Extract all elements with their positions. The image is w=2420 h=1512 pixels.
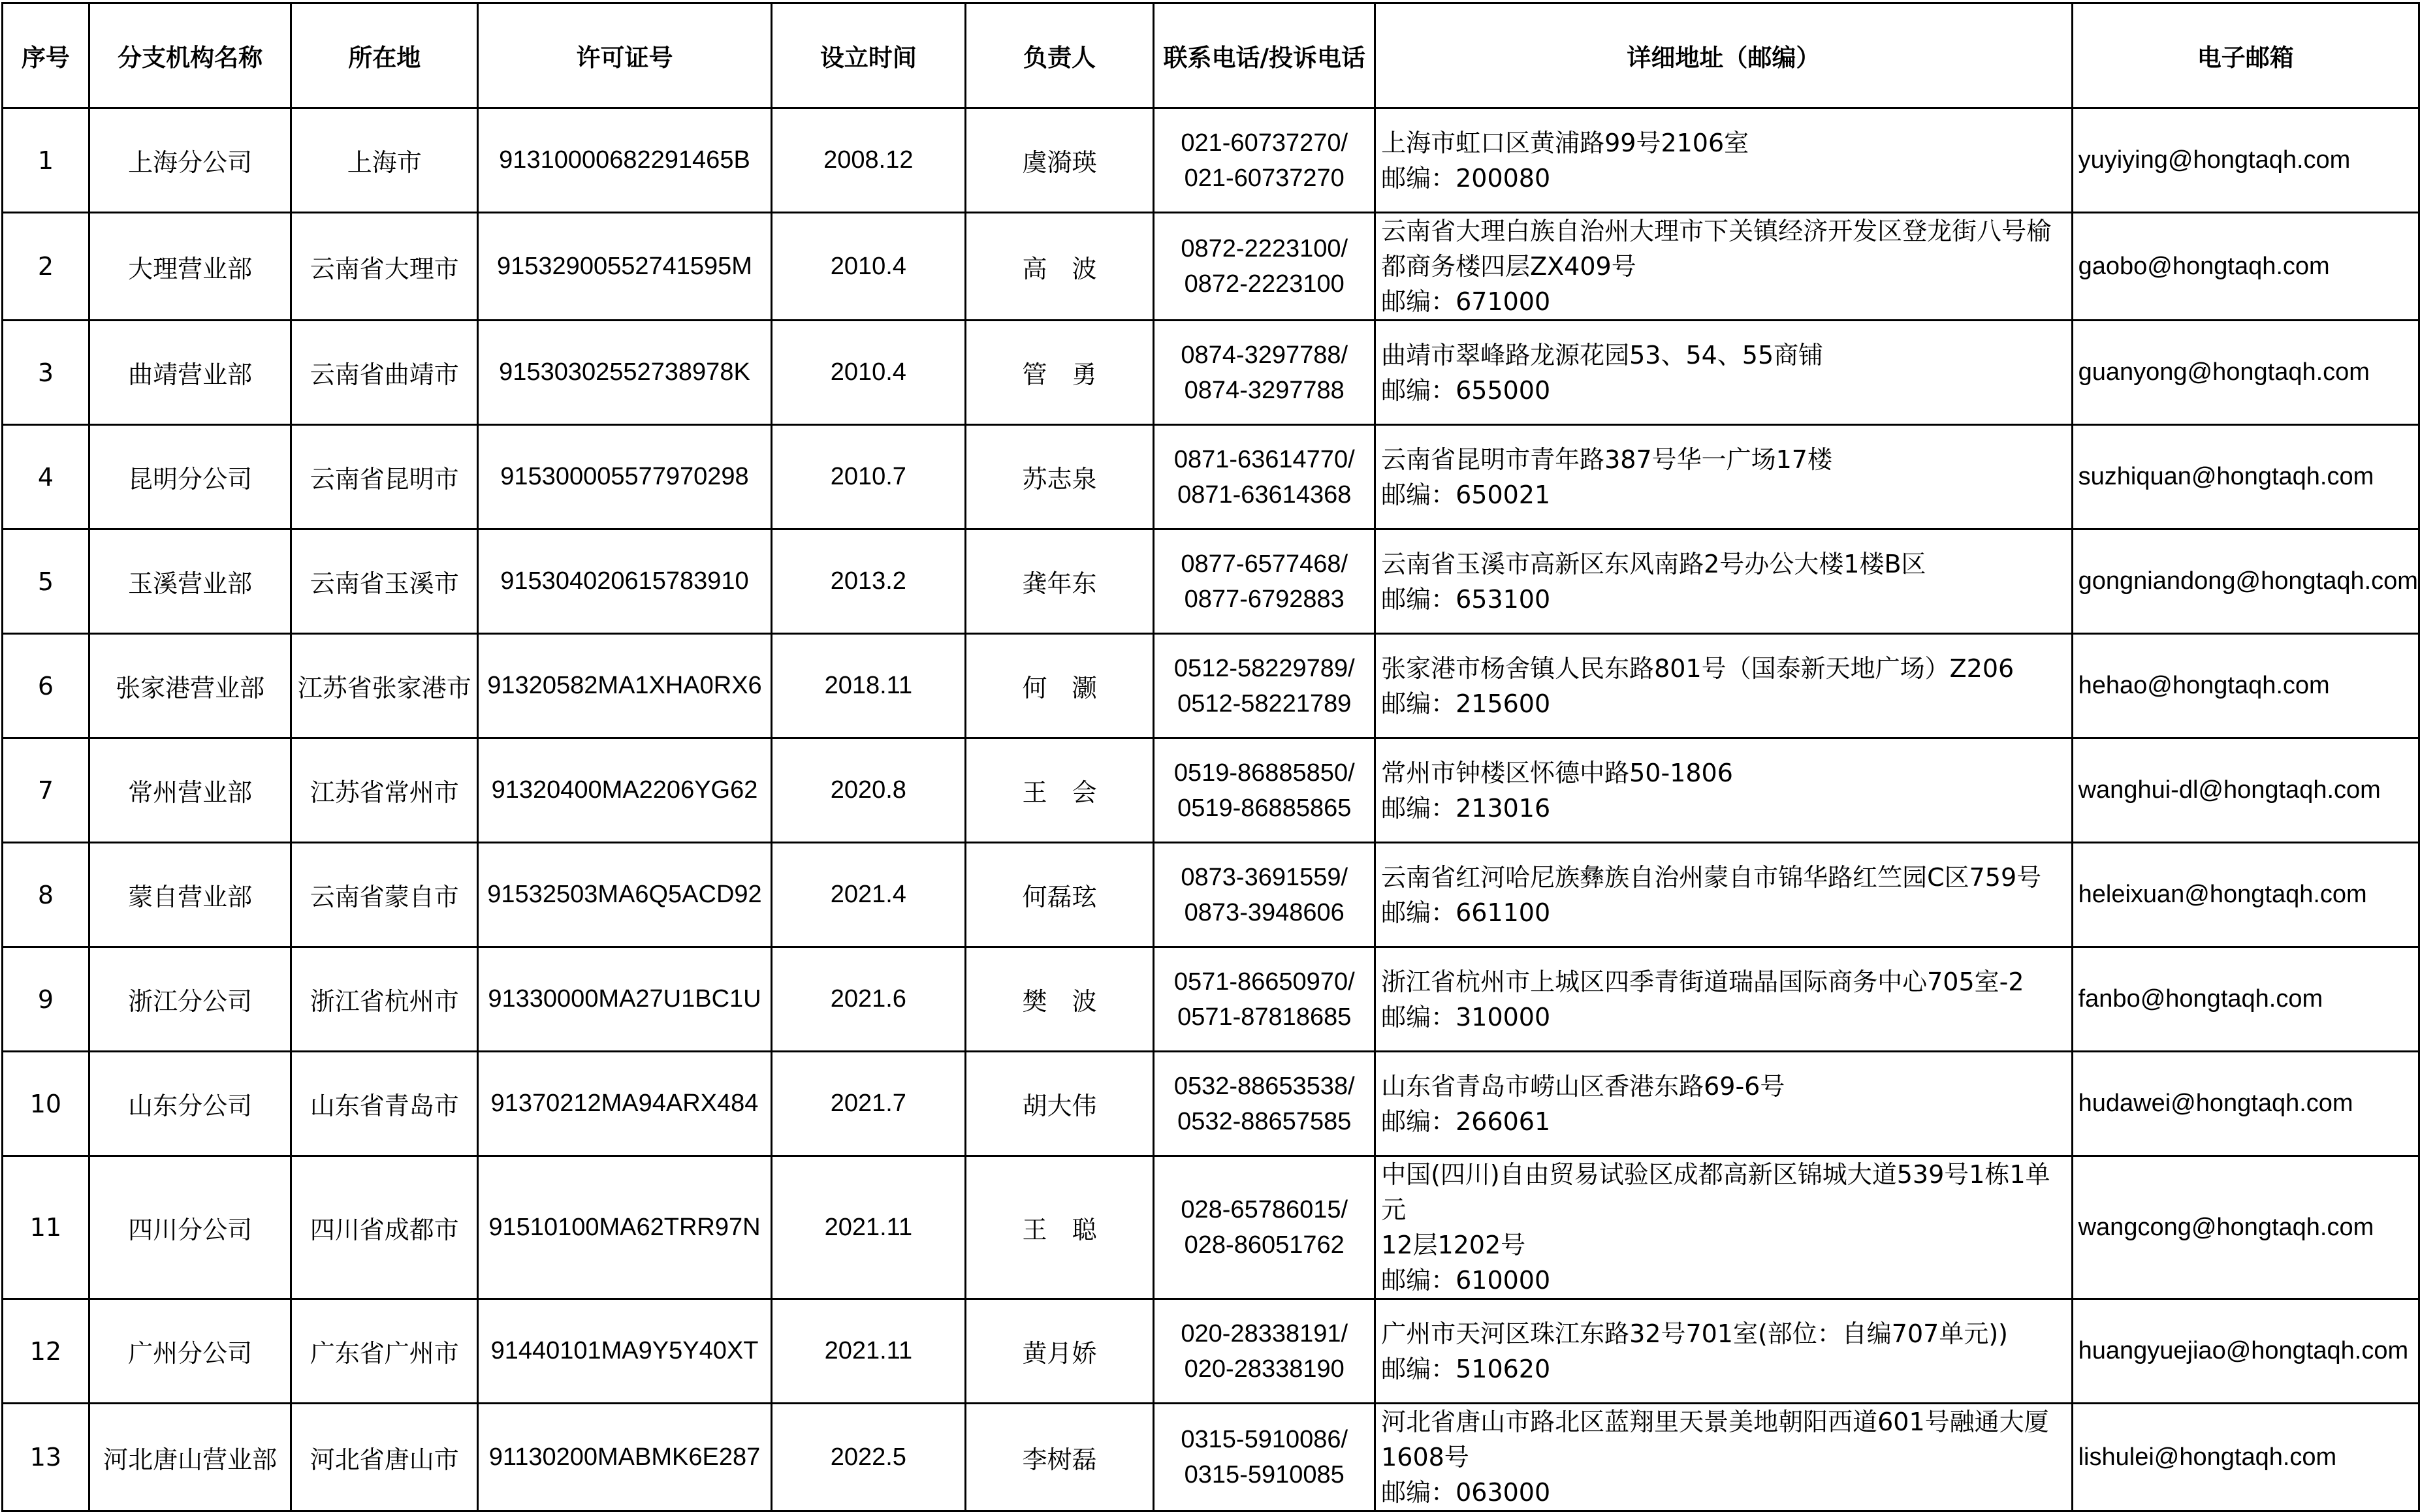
cell-license: 91532900552741595M — [478, 213, 772, 321]
cell-manager: 高 波 — [965, 213, 1154, 321]
table-row — [3, 321, 2419, 425]
table-row — [3, 634, 2419, 738]
phone-line: 021-60737270/ — [1181, 129, 1348, 157]
address-line: 浙江省杭州市上城区四季青街道瑞晶国际商务中心705室-2 — [1381, 967, 2024, 996]
cell-location: 四川省成都市 — [291, 1156, 478, 1299]
cell-location: 云南省大理市 — [291, 213, 478, 321]
header-location: 所在地 — [291, 3, 478, 108]
address-line: 邮编：215600 — [1381, 689, 1551, 718]
cell-no: 3 — [3, 321, 89, 425]
cell-manager: 李树磊 — [965, 1404, 1154, 1511]
cell-email: wanghui-dl@hongtaqh.com — [2072, 738, 2419, 843]
cell-license: 91320582MA1XHA0RX6 — [478, 634, 772, 738]
cell-manager: 樊 波 — [965, 947, 1154, 1052]
table-row — [3, 529, 2419, 634]
header-phone: 联系电话/投诉电话 — [1154, 3, 1375, 108]
cell-phone — [1154, 1404, 1375, 1511]
cell-license: 91532503MA6Q5ACD92 — [478, 843, 772, 947]
header-row — [3, 3, 2419, 108]
cell-location: 江苏省张家港市 — [291, 634, 478, 738]
cell-no: 12 — [3, 1299, 89, 1404]
cell-branch-name: 常州营业部 — [89, 738, 291, 843]
address-line: 河北省唐山市路北区蓝翔里天景美地朝阳西道601号融通大厦 — [1381, 1408, 2049, 1436]
address-line: 云南省昆明市青年路387号华一广场17楼 — [1381, 445, 1832, 474]
cell-manager: 虞漪瑛 — [965, 108, 1154, 213]
header-license: 许可证号 — [478, 3, 772, 108]
phone-line: 0512-58221789 — [1177, 689, 1352, 717]
cell-email: gongniandong@hongtaqh.com — [2072, 529, 2419, 634]
table-row — [3, 1404, 2419, 1511]
cell-license: 91130200MABMK6E287 — [478, 1404, 772, 1511]
cell-email: huangyuejiao@hongtaqh.com — [2072, 1299, 2419, 1404]
cell-email: suzhiquan@hongtaqh.com — [2072, 425, 2419, 529]
cell-phone — [1154, 529, 1375, 634]
address-line: 邮编：063000 — [1381, 1478, 1551, 1507]
cell-email: hehao@hongtaqh.com — [2072, 634, 2419, 738]
cell-license: 91310000682291465B — [478, 108, 772, 213]
cell-no: 1 — [3, 108, 89, 213]
cell-phone — [1154, 108, 1375, 213]
table-row — [3, 738, 2419, 843]
header-established: 设立时间 — [771, 3, 965, 108]
cell-address — [1375, 321, 2073, 425]
cell-established: 2021.7 — [771, 1052, 965, 1156]
address-line: 邮编：661100 — [1381, 898, 1551, 927]
cell-email: hudawei@hongtaqh.com — [2072, 1052, 2419, 1156]
phone-line: 0519-86885865 — [1177, 794, 1352, 822]
table-row — [3, 213, 2419, 321]
cell-no: 8 — [3, 843, 89, 947]
phone-line: 0873-3691559/ — [1181, 863, 1348, 891]
phone-line: 0872-2223100/ — [1181, 235, 1348, 262]
address-line: 邮编：266061 — [1381, 1107, 1551, 1136]
phone-line: 0532-88653538/ — [1173, 1072, 1355, 1100]
phone-line: 0874-3297788 — [1184, 376, 1345, 404]
cell-branch-name: 上海分公司 — [89, 108, 291, 213]
cell-email: lishulei@hongtaqh.com — [2072, 1404, 2419, 1511]
cell-location: 浙江省杭州市 — [291, 947, 478, 1052]
cell-phone — [1154, 738, 1375, 843]
phone-line: 0512-58229789/ — [1173, 654, 1355, 682]
phone-line: 0877-6792883 — [1184, 585, 1345, 613]
cell-license: 91320400MA2206YG62 — [478, 738, 772, 843]
cell-no: 7 — [3, 738, 89, 843]
phone-line: 0871-63614368 — [1177, 480, 1352, 509]
address-line: 曲靖市翠峰路龙源花园53、54、55商铺 — [1381, 340, 1824, 370]
phone-line: 0315-5910085 — [1184, 1461, 1345, 1488]
table-row — [3, 108, 2419, 213]
cell-location: 上海市 — [291, 108, 478, 213]
table-row — [3, 947, 2419, 1052]
header-no: 序号 — [3, 3, 89, 108]
table-row — [3, 1156, 2419, 1299]
address-line: 邮编：653100 — [1381, 584, 1551, 614]
table-row — [3, 1052, 2419, 1156]
cell-branch-name: 曲靖营业部 — [89, 321, 291, 425]
address-line: 邮编：610000 — [1381, 1266, 1551, 1295]
cell-email: guanyong@hongtaqh.com — [2072, 321, 2419, 425]
address-line: 12层1202号 — [1381, 1231, 1526, 1259]
cell-manager: 苏志泉 — [965, 425, 1154, 529]
branch-table — [1, 2, 2420, 1512]
cell-location: 云南省玉溪市 — [291, 529, 478, 634]
phone-line: 028-65786015/ — [1181, 1196, 1348, 1223]
address-line: 云南省玉溪市高新区东风南路2号办公大楼1楼B区 — [1381, 549, 1926, 578]
cell-license: 91530302552738978K — [478, 321, 772, 425]
cell-email: heleixuan@hongtaqh.com — [2072, 843, 2419, 947]
cell-address — [1375, 1299, 2073, 1404]
cell-license: 91440101MA9Y5Y40XT — [478, 1299, 772, 1404]
cell-established: 2021.6 — [771, 947, 965, 1052]
phone-line: 021-60737270 — [1184, 164, 1345, 192]
cell-phone — [1154, 634, 1375, 738]
cell-location: 河北省唐山市 — [291, 1404, 478, 1511]
cell-branch-name: 广州分公司 — [89, 1299, 291, 1404]
address-line: 山东省青岛市崂山区香港东路69-6号 — [1381, 1071, 1785, 1101]
cell-email: gaobo@hongtaqh.com — [2072, 213, 2419, 321]
cell-manager: 何磊玹 — [965, 843, 1154, 947]
cell-established: 2020.8 — [771, 738, 965, 843]
phone-line: 0571-86650970/ — [1173, 968, 1355, 996]
cell-address — [1375, 529, 2073, 634]
address-line: 邮编：213016 — [1381, 793, 1551, 823]
cell-established: 2013.2 — [771, 529, 965, 634]
cell-manager: 王 聪 — [965, 1156, 1154, 1299]
header-address: 详细地址（邮编） — [1375, 3, 2073, 108]
phone-line: 020-28338190 — [1184, 1355, 1345, 1383]
header-branch-name: 分支机构名称 — [89, 3, 291, 108]
cell-phone — [1154, 321, 1375, 425]
cell-address — [1375, 947, 2073, 1052]
address-line: 上海市虹口区黄浦路99号2106室 — [1381, 128, 1749, 157]
address-line: 中国(四川)自由贸易试验区成都高新区锦城大道539号1栋1单元 — [1381, 1160, 2050, 1224]
cell-phone — [1154, 1156, 1375, 1299]
phone-line: 0877-6577468/ — [1181, 550, 1348, 578]
cell-address — [1375, 1404, 2073, 1511]
cell-address — [1375, 738, 2073, 843]
cell-branch-name: 玉溪营业部 — [89, 529, 291, 634]
cell-email: fanbo@hongtaqh.com — [2072, 947, 2419, 1052]
cell-address — [1375, 108, 2073, 213]
cell-location: 云南省昆明市 — [291, 425, 478, 529]
cell-no: 4 — [3, 425, 89, 529]
cell-established: 2010.4 — [771, 321, 965, 425]
header-manager: 负责人 — [965, 3, 1154, 108]
cell-address — [1375, 1156, 2073, 1299]
address-line: 邮编：671000 — [1381, 287, 1551, 316]
phone-line: 0872-2223100 — [1184, 270, 1345, 298]
phone-line: 028-86051762 — [1184, 1231, 1345, 1259]
table-row — [3, 843, 2419, 947]
cell-email: yuyiying@hongtaqh.com — [2072, 108, 2419, 213]
cell-location: 广东省广州市 — [291, 1299, 478, 1404]
cell-phone — [1154, 425, 1375, 529]
cell-address — [1375, 213, 2073, 321]
cell-established: 2021.11 — [771, 1156, 965, 1299]
cell-branch-name: 蒙自营业部 — [89, 843, 291, 947]
cell-established: 2022.5 — [771, 1404, 965, 1511]
cell-no: 13 — [3, 1404, 89, 1511]
cell-location: 云南省蒙自市 — [291, 843, 478, 947]
cell-no: 6 — [3, 634, 89, 738]
cell-no: 10 — [3, 1052, 89, 1156]
phone-line: 0532-88657585 — [1177, 1107, 1352, 1135]
cell-manager: 何 灏 — [965, 634, 1154, 738]
cell-address — [1375, 634, 2073, 738]
cell-address — [1375, 843, 2073, 947]
address-line: 1608号 — [1381, 1443, 1469, 1472]
header-email: 电子邮箱 — [2072, 3, 2419, 108]
cell-license: 91510100MA62TRR97N — [478, 1156, 772, 1299]
phone-line: 0315-5910086/ — [1181, 1426, 1348, 1453]
cell-manager: 胡大伟 — [965, 1052, 1154, 1156]
address-line: 邮编：200080 — [1381, 163, 1551, 193]
cell-branch-name: 山东分公司 — [89, 1052, 291, 1156]
address-line: 邮编：310000 — [1381, 1002, 1551, 1032]
cell-no: 5 — [3, 529, 89, 634]
cell-no: 9 — [3, 947, 89, 1052]
cell-no: 11 — [3, 1156, 89, 1299]
cell-branch-name: 大理营业部 — [89, 213, 291, 321]
cell-phone — [1154, 1299, 1375, 1404]
address-line: 常州市钟楼区怀德中路50-1806 — [1381, 758, 1733, 787]
address-line: 邮编：510620 — [1381, 1354, 1551, 1383]
cell-location: 云南省曲靖市 — [291, 321, 478, 425]
cell-phone — [1154, 213, 1375, 321]
cell-established: 2010.4 — [771, 213, 965, 321]
cell-location: 江苏省常州市 — [291, 738, 478, 843]
cell-license: 91370212MA94ARX484 — [478, 1052, 772, 1156]
phone-line: 0871-63614770/ — [1173, 445, 1355, 473]
address-line: 邮编：655000 — [1381, 375, 1551, 405]
phone-line: 0571-87818685 — [1177, 1003, 1352, 1031]
cell-branch-name: 河北唐山营业部 — [89, 1404, 291, 1511]
cell-location: 山东省青岛市 — [291, 1052, 478, 1156]
cell-established: 2008.12 — [771, 108, 965, 213]
address-line: 都商务楼四层ZX409号 — [1381, 252, 1636, 281]
cell-branch-name: 四川分公司 — [89, 1156, 291, 1299]
cell-address — [1375, 1052, 2073, 1156]
cell-branch-name: 浙江分公司 — [89, 947, 291, 1052]
phone-line: 0519-86885850/ — [1173, 759, 1355, 787]
address-line: 邮编：650021 — [1381, 480, 1551, 509]
cell-license: 91330000MA27U1BC1U — [478, 947, 772, 1052]
cell-established: 2018.11 — [771, 634, 965, 738]
table-row — [3, 1299, 2419, 1404]
address-line: 广州市天河区珠江东路32号701室(部位：自编707单元)) — [1381, 1319, 2008, 1348]
cell-established: 2021.11 — [771, 1299, 965, 1404]
cell-license: 915304020615783910 — [478, 529, 772, 634]
cell-manager: 王 会 — [965, 738, 1154, 843]
cell-phone — [1154, 843, 1375, 947]
address-line: 云南省红河哈尼族彝族自治州蒙自市锦华路红竺园C区759号 — [1381, 862, 2042, 892]
phone-line: 020-28338191/ — [1181, 1319, 1348, 1347]
address-line: 云南省大理白族自治州大理市下关镇经济开发区登龙街八号榆 — [1381, 217, 2052, 245]
cell-address — [1375, 425, 2073, 529]
cell-email: wangcong@hongtaqh.com — [2072, 1156, 2419, 1299]
cell-manager: 黄月娇 — [965, 1299, 1154, 1404]
cell-phone — [1154, 947, 1375, 1052]
phone-line: 0873-3948606 — [1184, 898, 1345, 926]
cell-established: 2010.7 — [771, 425, 965, 529]
phone-line: 0874-3297788/ — [1181, 341, 1348, 369]
cell-manager: 管 勇 — [965, 321, 1154, 425]
cell-branch-name: 张家港营业部 — [89, 634, 291, 738]
address-line: 张家港市杨舍镇人民东路801号（国泰新天地广场）Z206 — [1381, 654, 2014, 683]
cell-no: 2 — [3, 213, 89, 321]
cell-license: 915300005577970298 — [478, 425, 772, 529]
cell-branch-name: 昆明分公司 — [89, 425, 291, 529]
cell-established: 2021.4 — [771, 843, 965, 947]
cell-manager: 龚年东 — [965, 529, 1154, 634]
cell-phone — [1154, 1052, 1375, 1156]
table-row — [3, 425, 2419, 529]
